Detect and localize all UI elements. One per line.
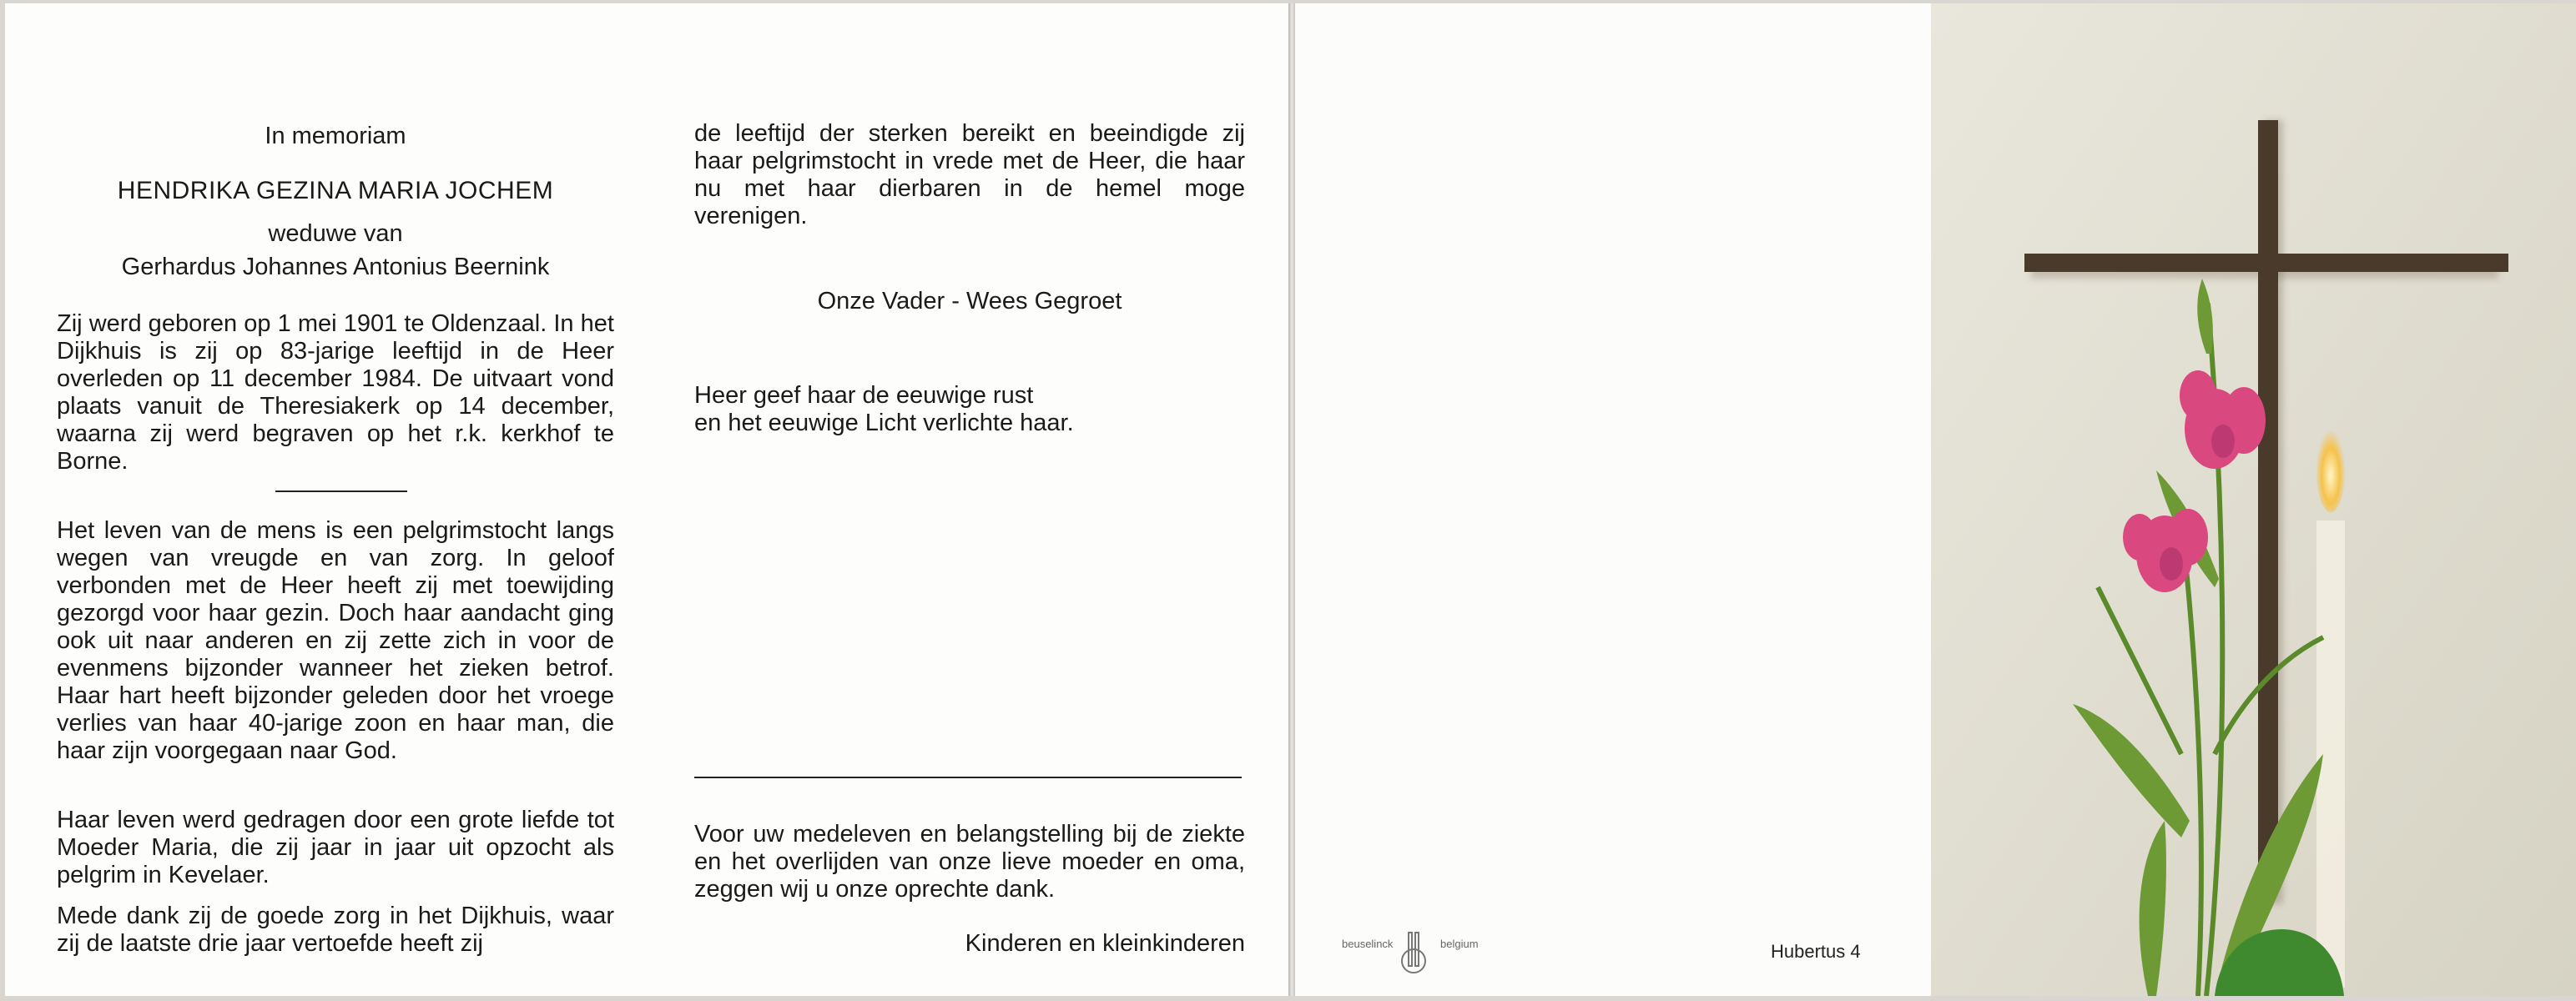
prayer-line: Onze Vader - Wees Gegroet	[817, 288, 1122, 314]
deceased-name: HENDRIKA GEZINA MARIA JOCHEM	[117, 177, 554, 204]
card-fold	[1288, 3, 1295, 996]
publisher-monogram-icon	[1390, 929, 1437, 976]
publisher-logo	[1342, 929, 1479, 979]
text-column-2	[694, 3, 1245, 996]
text-column-1	[57, 3, 614, 996]
relation-text: weduwe van	[268, 220, 403, 247]
cross-flowers-photo-icon	[1931, 3, 2576, 996]
rest-line-1: Heer geef haar de eeuwige rust	[694, 382, 1034, 409]
publisher-country: belgium	[1440, 938, 1479, 950]
eternal-rest-prayer	[694, 382, 1245, 437]
divider	[275, 490, 407, 492]
publisher-name: beuselinck	[1342, 938, 1394, 950]
in-memoriam-heading: In memoriam	[265, 123, 406, 149]
signature: Kinderen en kleinkinderen	[965, 930, 1245, 957]
outer-spread-right	[1295, 3, 2576, 996]
rest-line-2: en het eeuwige Licht verlichte haar.	[694, 410, 1074, 436]
care-paragraph: Mede dank zij de goede zorg in het Dijkhuis, waar zij de laatste drie jaar vertoefde heeft zij	[57, 903, 614, 957]
card-code: Hubertus 4	[1771, 941, 1861, 962]
husband-name: Gerhardus Johannes Antonius Beernink	[121, 254, 550, 280]
inner-spread-left	[5, 3, 1288, 996]
thanks-paragraph: Voor uw medeleven en belangstelling bij de ziekte en het overlijden van onze lieve moeder en oma, zeggen wij u onze oprechte dank.	[694, 821, 1245, 903]
biography-paragraph: Zij werd geboren op 1 mei 1901 te Oldenzaal. In het Dijkhuis is zij op 83-jarige leeftijd in de Heer overleden op 11 december 1984. De uitvaart vond plaats vanuit de Theresiakerk op 14 december, waarna zij werd begraven op het r.k. kerkhof te Borne.	[57, 310, 614, 475]
continuation-paragraph: de leeftijd der sterken bereikt en beeindigde zij haar pelgrimstocht in vrede met de Heer, die haar nu met haar dierbaren in de hemel moge verenigen.	[694, 120, 1245, 229]
divider	[694, 777, 1242, 778]
devotion-paragraph: Haar leven werd gedragen door een grote liefde tot Moeder Maria, die zij jaar in jaar uit opzocht als pelgrim in Kevelaer.	[57, 807, 614, 888]
life-paragraph: Het leven van de mens is een pelgrimstocht langs wegen van vreugde en van zorg. In geloof verbonden met de Heer heeft zij met toewijding gezorgd voor haar gezin. Doch haar aandacht ging ook uit naar anderen en zij zette zich in voor de evenmens bijzonder wanneer het zieken betrof. Haar hart heeft bijzonder geleden door het vroege verlies van haar 40-jarige zoon en haar man, die haar zijn voorgegaan naar God.	[57, 517, 614, 764]
